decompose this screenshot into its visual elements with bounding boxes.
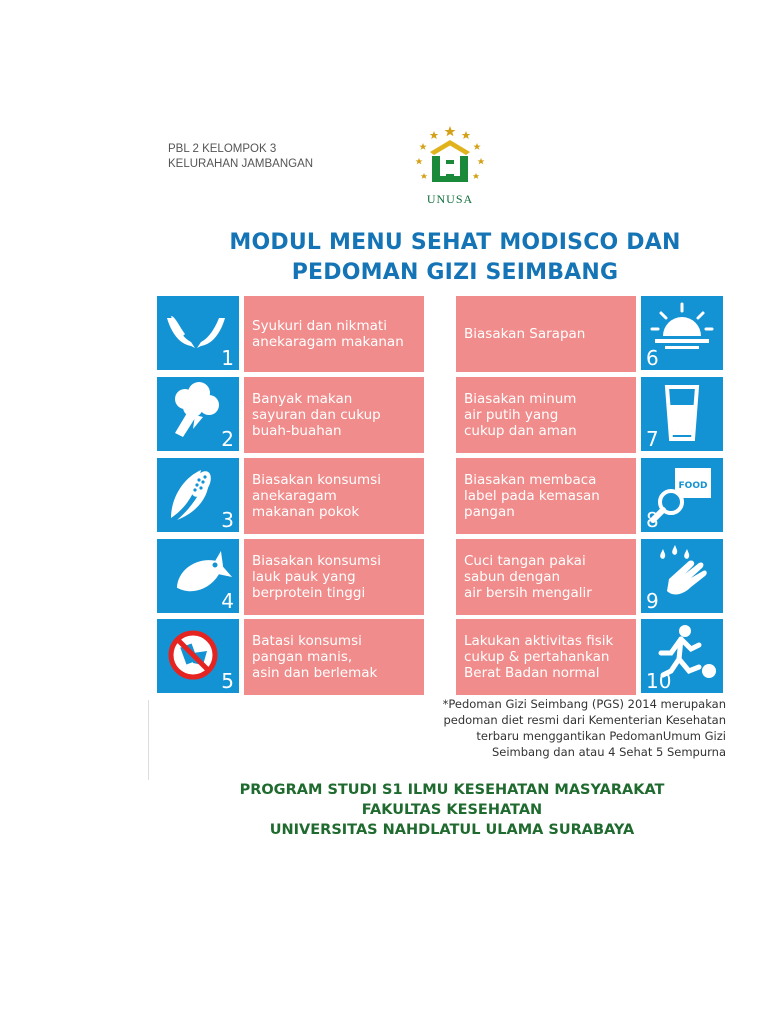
tile-6 <box>641 296 723 370</box>
divider <box>148 700 149 780</box>
guideline-text-7: Biasakan minum air putih yang cukup dan aman <box>464 391 577 439</box>
tile-2 <box>157 377 239 451</box>
item-number-1: 1 <box>221 346 234 370</box>
unusa-emblem-icon <box>410 124 490 194</box>
guideline-card-8 <box>456 458 636 534</box>
tile-10 <box>641 619 723 693</box>
unusa-logo <box>410 124 490 208</box>
item-number-10: 10 <box>646 669 672 693</box>
footer-line-3: UNIVERSITAS NAHDLATUL ULAMA SURABAYA <box>269 822 635 838</box>
guideline-card-6 <box>456 296 636 372</box>
guideline-card-5 <box>244 619 424 695</box>
footer-line-2: FAKULTAS KESEHATAN <box>361 802 543 818</box>
guideline-text-5: Batasi konsumsi pangan manis, asin dan berlemak <box>252 633 378 681</box>
guideline-text-6: Biasakan Sarapan <box>464 326 586 342</box>
tile-1 <box>157 296 239 370</box>
page-title <box>150 228 760 288</box>
tile-8 <box>641 458 723 532</box>
guideline-card-2 <box>244 377 424 453</box>
tile-7 <box>641 377 723 451</box>
tile-9 <box>641 539 723 613</box>
institution-footer <box>150 780 754 840</box>
footer-line-1: PROGRAM STUDI S1 ILMU KESEHATAN MASYARAKAT <box>239 782 665 798</box>
item-number-5: 5 <box>221 669 234 693</box>
guideline-card-10 <box>456 619 636 695</box>
guideline-text-10: Lakukan aktivitas fisik cukup & pertahankan Berat Badan normal <box>464 633 614 681</box>
footnote: *Pedoman Gizi Seimbang (PGS) 2014 merupakan pedoman diet resmi dari Kementerian Kesehatan terbaru menggantikan PedomanUmum Gizi Seimbang dan atau 4 Sehat 5 Sempurna <box>442 697 726 759</box>
item-number-4: 4 <box>221 589 234 613</box>
title-line-2: PEDOMAN GIZI SEIMBANG <box>291 260 619 285</box>
item-number-3: 3 <box>221 508 234 532</box>
food-label-text: FOOD <box>678 481 708 491</box>
item-number-9: 9 <box>646 589 659 613</box>
guideline-card-1 <box>244 296 424 372</box>
tile-4 <box>157 539 239 613</box>
title-line-1: MODUL MENU SEHAT MODISCO DAN <box>229 230 681 255</box>
tile-3 <box>157 458 239 532</box>
guideline-text-4: Biasakan konsumsi lauk pauk yang berprotein tinggi <box>252 553 381 601</box>
guideline-card-3 <box>244 458 424 534</box>
item-number-2: 2 <box>221 427 234 451</box>
group-label-line-2: KELURAHAN JAMBANGAN <box>168 158 314 170</box>
guideline-card-9 <box>456 539 636 615</box>
group-label <box>168 142 313 172</box>
guideline-text-2: Banyak makan sayuran dan cukup buah-buahan <box>252 391 381 439</box>
guideline-text-9: Cuci tangan pakai sabun dengan air bersih mengalir <box>464 553 592 601</box>
guideline-text-8: Biasakan membaca label pada kemasan pangan <box>464 472 600 520</box>
group-label-line-1: PBL 2 KELOMPOK 3 <box>168 143 277 155</box>
logo-text: UNUSA <box>426 192 474 206</box>
tile-5 <box>157 619 239 693</box>
guideline-card-7 <box>456 377 636 453</box>
item-number-8: 8 <box>646 508 659 532</box>
guideline-card-4 <box>244 539 424 615</box>
item-number-7: 7 <box>646 427 659 451</box>
guideline-text-3: Biasakan konsumsi anekaragam makanan pokok <box>252 472 381 520</box>
guideline-text-1: Syukuri dan nikmati anekaragam makanan <box>252 318 404 350</box>
item-number-6: 6 <box>646 346 659 370</box>
